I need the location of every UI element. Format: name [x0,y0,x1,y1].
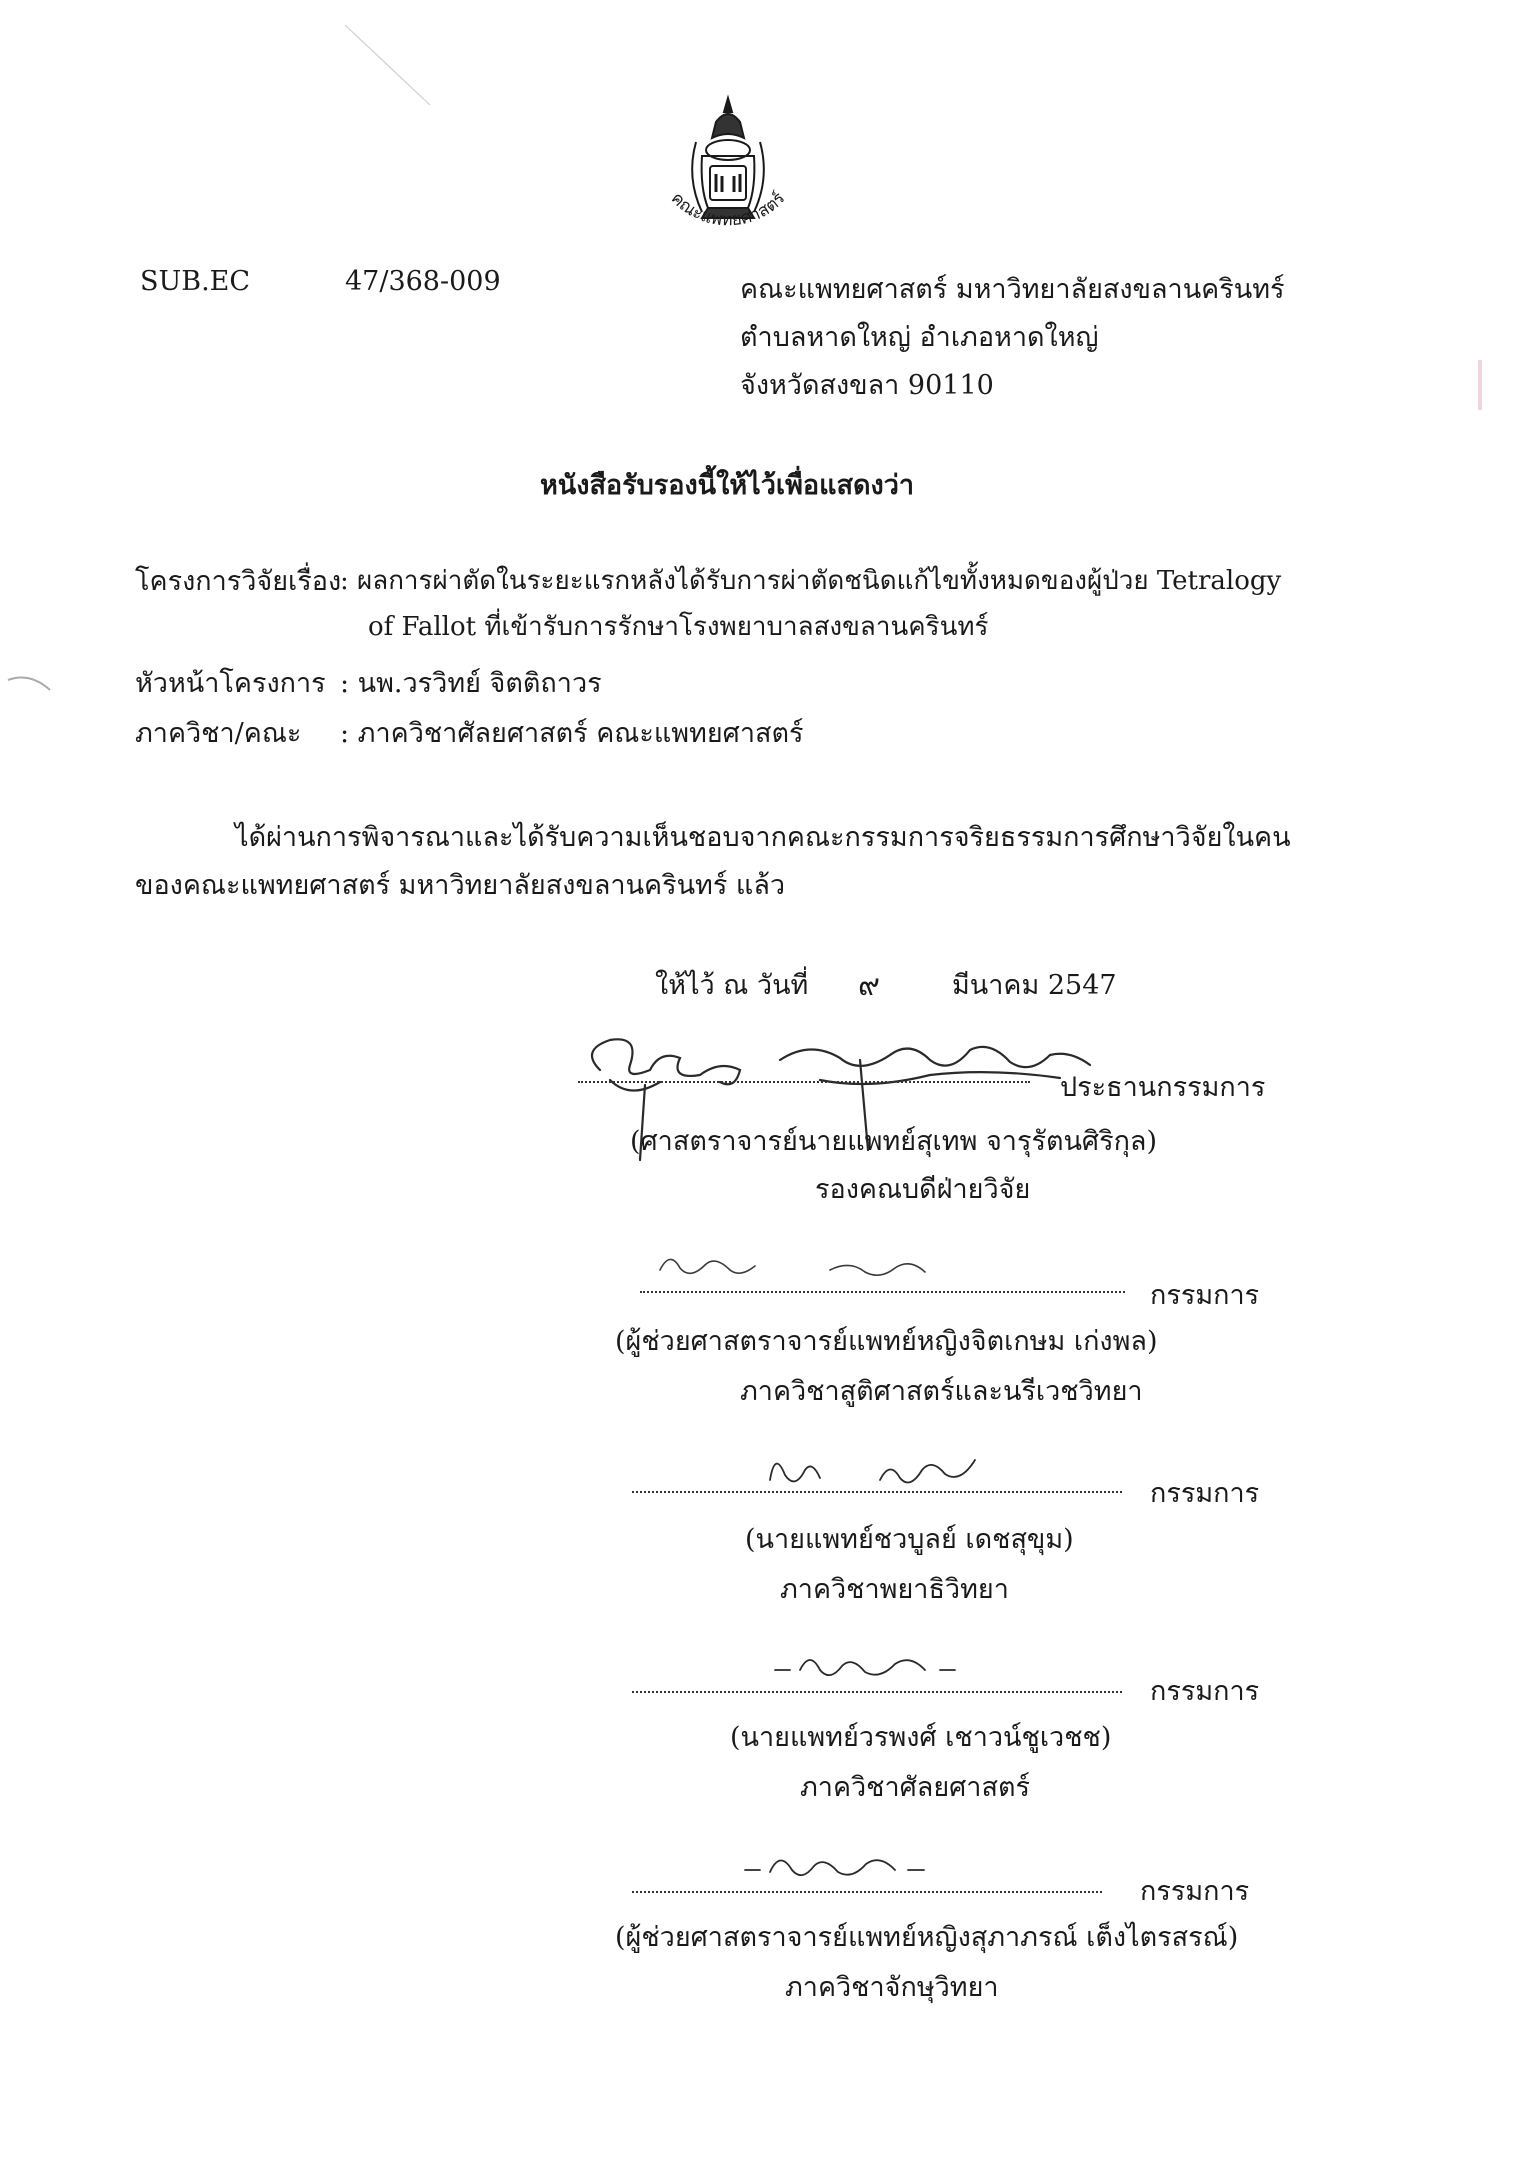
ref-code: SUB.EC [140,266,251,297]
member-2-role: กรรมการ [1150,1478,1260,1509]
project-head-value: : นพ.วรวิทย์ จิตติถาวร [340,668,602,699]
project-dept-value: : ภาควิชาศัลยศาสตร์ คณะแพทยศาสตร์ [340,718,804,749]
address-line-1: คณะแพทยศาสตร์ มหาวิทยาลัยสงขลานครินทร์ [740,274,1285,305]
chair-role: ประธานกรรมการ [1060,1072,1266,1103]
member-2-name: (นายแพทย์ชวบูลย์ เดชสุขุม) [745,1524,1074,1555]
member-3-signature-line [632,1690,1122,1693]
faculty-seal [658,92,798,252]
project-dept-label: ภาควิชา/คณะ [135,718,302,749]
date-day: ๙ [858,968,880,1003]
seal-emblem-icon [658,92,798,252]
member-3-position: ภาควิชาศัลยศาสตร์ [800,1772,1030,1803]
address-line-2: ตำบลหาดใหญ่ อำเภอหาดใหญ่ [740,322,1099,353]
approval-line-1: ได้ผ่านการพิจารณาและได้รับความเห็นชอบจากคณะกรรมการจริยธรรมการศึกษาวิจัยในคน [235,822,1291,853]
chair-position: รองคณบดีฝ่ายวิจัย [815,1174,1031,1205]
member-2-signature-line [632,1490,1122,1493]
seal-caption: คณะแพทยศาสตร์ [666,188,790,231]
member-1-position: ภาควิชาสูติศาสตร์และนรีเวชวิทยา [740,1376,1143,1407]
address-line-3: จังหวัดสงขลา 90110 [740,370,994,401]
project-title-label: โครงการวิจัยเรื่อง [135,566,342,597]
member-4-signature-line [632,1890,1102,1893]
member-2-position: ภาควิชาพยาธิวิทยา [780,1574,1009,1605]
project-head-label: หัวหน้าโครงการ [135,668,326,699]
member-3-signature [770,1640,990,1690]
project-title-line-2: of Fallot ที่เข้ารับการรักษาโรงพยาบาลสงขลานครินทร์ [368,612,989,642]
member-4-role: กรรมการ [1140,1876,1250,1907]
member-1-signature-line [640,1290,1125,1293]
member-1-role: กรรมการ [1150,1280,1260,1311]
member-1-signature [650,1240,970,1290]
member-3-name: (นายแพทย์วรพงศ์ เชาวน์ชูเวชช) [730,1722,1112,1753]
date-prefix: ให้ไว้ ณ วันที่ [655,970,809,1001]
chair-name: (ศาสตราจารย์นายแพทย์สุเทพ จารุรัตนศิริกุล) [630,1126,1158,1157]
project-title-line-1: : ผลการผ่าตัดในระยะแรกหลังได้รับการผ่าตัดชนิดแก้ไขทั้งหมดของผู้ป่วย Tetralogy [340,566,1282,596]
date-month-year: มีนาคม 2547 [952,970,1117,1001]
approval-line-2: ของคณะแพทยศาสตร์ มหาวิทยาลัยสงขลานครินทร์ แล้ว [135,870,786,901]
member-4-position: ภาควิชาจักษุวิทยา [785,1972,999,2003]
chair-signature-line [578,1080,1030,1083]
ref-number: 47/368-009 [345,266,501,297]
member-4-signature [740,1840,960,1890]
member-4-name: (ผู้ช่วยศาสตราจารย์แพทย์หญิงสุภาภรณ์ เต็งไตรสรณ์) [615,1922,1239,1953]
member-1-name: (ผู้ช่วยศาสตราจารย์แพทย์หญิงจิตเกษม เก่งพล) [615,1326,1158,1357]
member-3-role: กรรมการ [1150,1676,1260,1707]
certificate-heading: หนังสือรับรองนี้ให้ไว้เพื่อแสดงว่า [540,470,915,501]
